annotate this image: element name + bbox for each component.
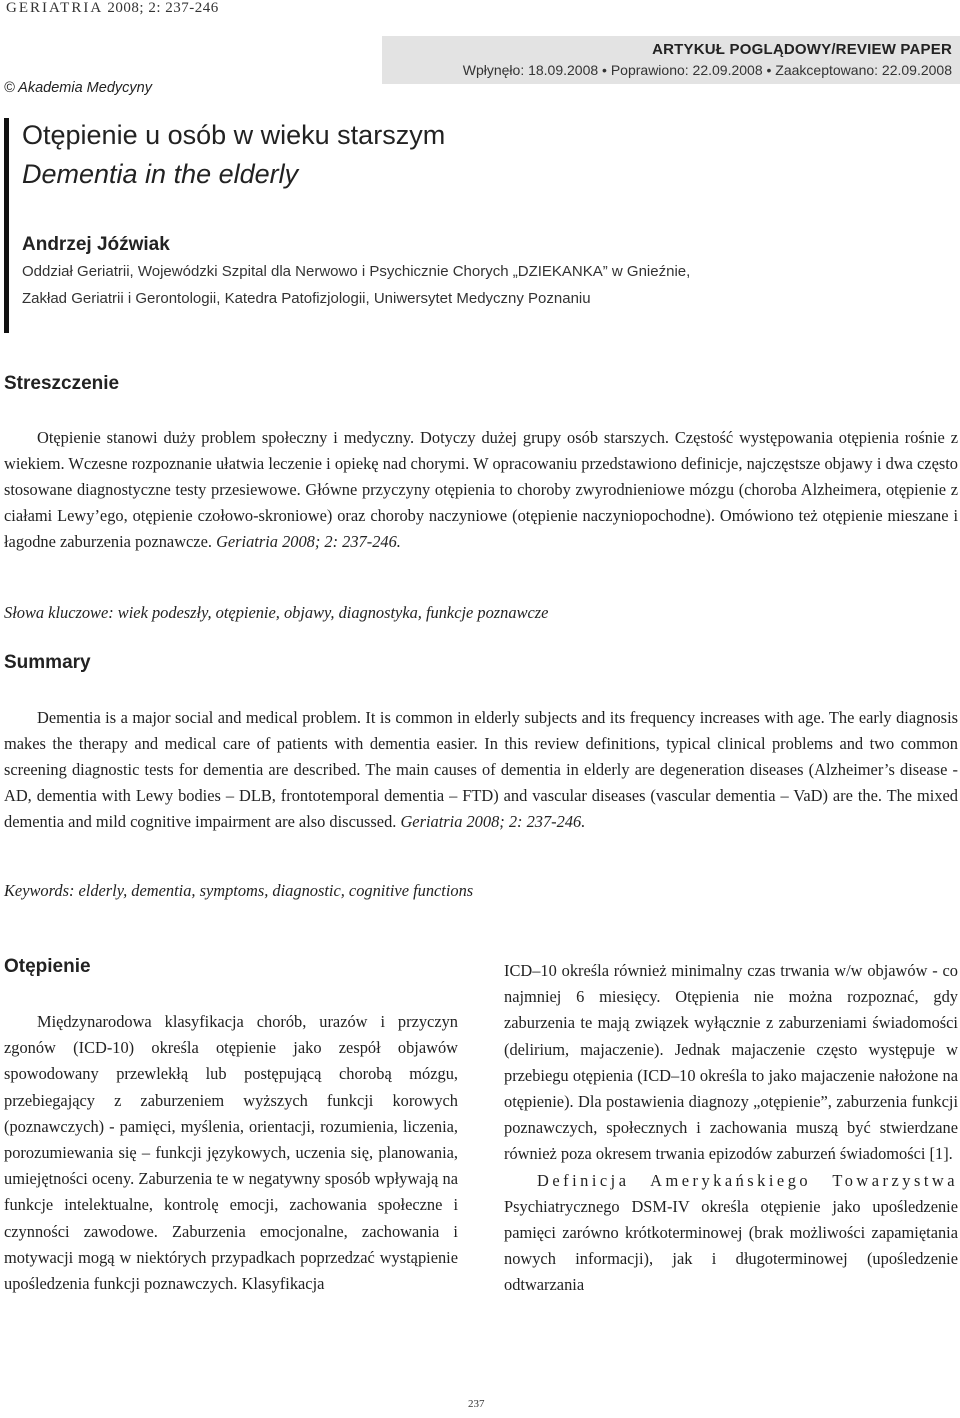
journal-name: GERIATRIA [6, 0, 104, 16]
abstract-pl-heading: Streszczenie [4, 373, 120, 394]
body-column-right [504, 958, 958, 1299]
article-meta-bar [382, 36, 960, 84]
abstract-en-heading: Summary [4, 652, 91, 673]
copyright-line: © Akademia Medycyny [4, 80, 152, 96]
abstract-pl-body: Otępienie stanowi duży problem społeczny i medyczny. Dotyczy dużej grupy osób starszych. Częstość występowania otępienia rośnie z wiekiem. Wczesne rozpoznanie ułatwia leczenie i opiekę nad chorymi. W opracowaniu przedstawiono definicje, najczęstsze objawy i dwa często stosowane diagnostyczne testy przesiewowe. Główne przyczyny otępienia to choroby zwyrodnieniowe mózgu (choroba Alzheimera, otępienie z ciałami Lewy’ego, otępienie czołowo-skroniowe) oraz choroby naczyniowe (otępienie naczyniopochodne). Omówiono też otępienie mieszane i łagodne zaburzenia poznawcze. [4, 428, 958, 551]
author-affiliation-2: Zakład Geriatrii i Gerontologii, Katedra Patofizjologii, Uniwersytet Medyczny Poznaniu [22, 290, 591, 307]
abstract-en-body: Dementia is a major social and medical problem. It is common in elderly subjects and its frequency increases with age. The early diagnosis makes the therapy and medical care of patients with dementia easier. In this review definitions, typical clinical problems and two common screening diagnostic tests for dementia are described. The main causes of dementia in elderly are degeneration diseases (Alzheimer’s disease - AD, dementia with Lewy bodies – DLB, frontotemporal dementia – FTD) and vascular diseases (vascular dementia – VaD) are the. The mixed dementia and mild cognitive impairment are also discussed. [4, 708, 958, 831]
abstract-pl-text [4, 425, 958, 555]
author-affiliation-1: Oddział Geriatrii, Wojewódzki Szpital dla Nerwowo i Psychicznie Chorych „DZIEKANKA” w Gnieźnie, [22, 263, 691, 280]
article-dates: Wpłynęło: 18.09.2008 • Poprawiono: 22.09.2008 • Zaakceptowano: 22.09.2008 [462, 62, 952, 78]
title-accent-bar [4, 118, 9, 333]
abstract-en-text [4, 705, 958, 835]
author-name: Andrzej Jóźwiak [22, 234, 170, 255]
section-heading-otepienie: Otępienie [4, 956, 91, 977]
article-type: ARTYKUŁ POGLĄDOWY/REVIEW PAPER [652, 41, 952, 58]
spaced-lead-text: Definicja Amerykańskiego Towarzystwa [537, 1170, 958, 1190]
body-paragraph: Międzynarodowa klasyfikacja chorób, urazów i przyczyn zgonów (ICD-10) określa otępienie jako zespół objawów spowodowany przewlekłą lub postępującą chorobą mózgu, przebiegający z zaburzeniem wyższych funkcji korowych (poznawczych) - pamięci, myślenia, orientacji, rozumienia, liczenia, porozumiewania się – funkcji językowych, uczenia się, planowania, umiejętności oceny. Zaburzenia te w negatywny sposób wpływają na funkcje intelektualne, kontrolę emocji, zachowania społeczne i czynności zawodowe. Zaburzenia emocjonalne, zachowania i motywacji mogą w niektórych przypadkach poprzedzać wystąpienie upośledzenia funkcji poznawczych. Klasyfikacja [4, 1012, 458, 1294]
page-title-english: Dementia in the elderly [22, 159, 299, 189]
page-number: 237 [468, 1398, 485, 1410]
body-column-left [4, 1009, 458, 1297]
journal-header [6, 0, 219, 17]
abstract-pl-citation: Geriatria 2008; 2: 237-246. [216, 532, 401, 551]
keywords-pl: Słowa kluczowe: wiek podeszły, otępienie, objawy, diagnostyka, funkcje poznawcze [4, 603, 549, 622]
body-paragraph-rest: Psychiatrycznego DSM-IV określa otępienie jako upośledzenie pamięci zarówno krótkoterminowej (brak możliwości zapamiętania nowych informacji), jak i długoterminowej (upośledzenie odtwarzania [504, 1196, 958, 1295]
abstract-en-citation: Geriatria 2008; 2: 237-246. [400, 812, 586, 831]
keywords-en: Keywords: elderly, dementia, symptoms, diagnostic, cognitive functions [4, 881, 474, 900]
page-title-polish: Otępienie u osób w wieku starszym [22, 120, 446, 150]
journal-citation: 2008; 2: 237-246 [107, 0, 219, 16]
body-paragraph: ICD–10 określa również minimalny czas trwania w/w objawów - co najmniej 6 miesięcy. Otępienia nie można rozpoznać, gdy zaburzenia te mają związek wyłącznie z zaburzeniami świadomości (delirium, majaczenie). Jednak majaczenie często występuje w przebiegu otępienia (ICD–10 określa to jako majaczenie nałożone na otępienie). Dla postawienia diagnozy „otępienie”, zaburzenia funkcji poznawczych, społecznych i zachowania muszą być stwierdzane również poza okresem trwania epizodów zaburzeń świadomości [1]. [504, 961, 958, 1164]
body-paragraph [504, 1168, 958, 1299]
